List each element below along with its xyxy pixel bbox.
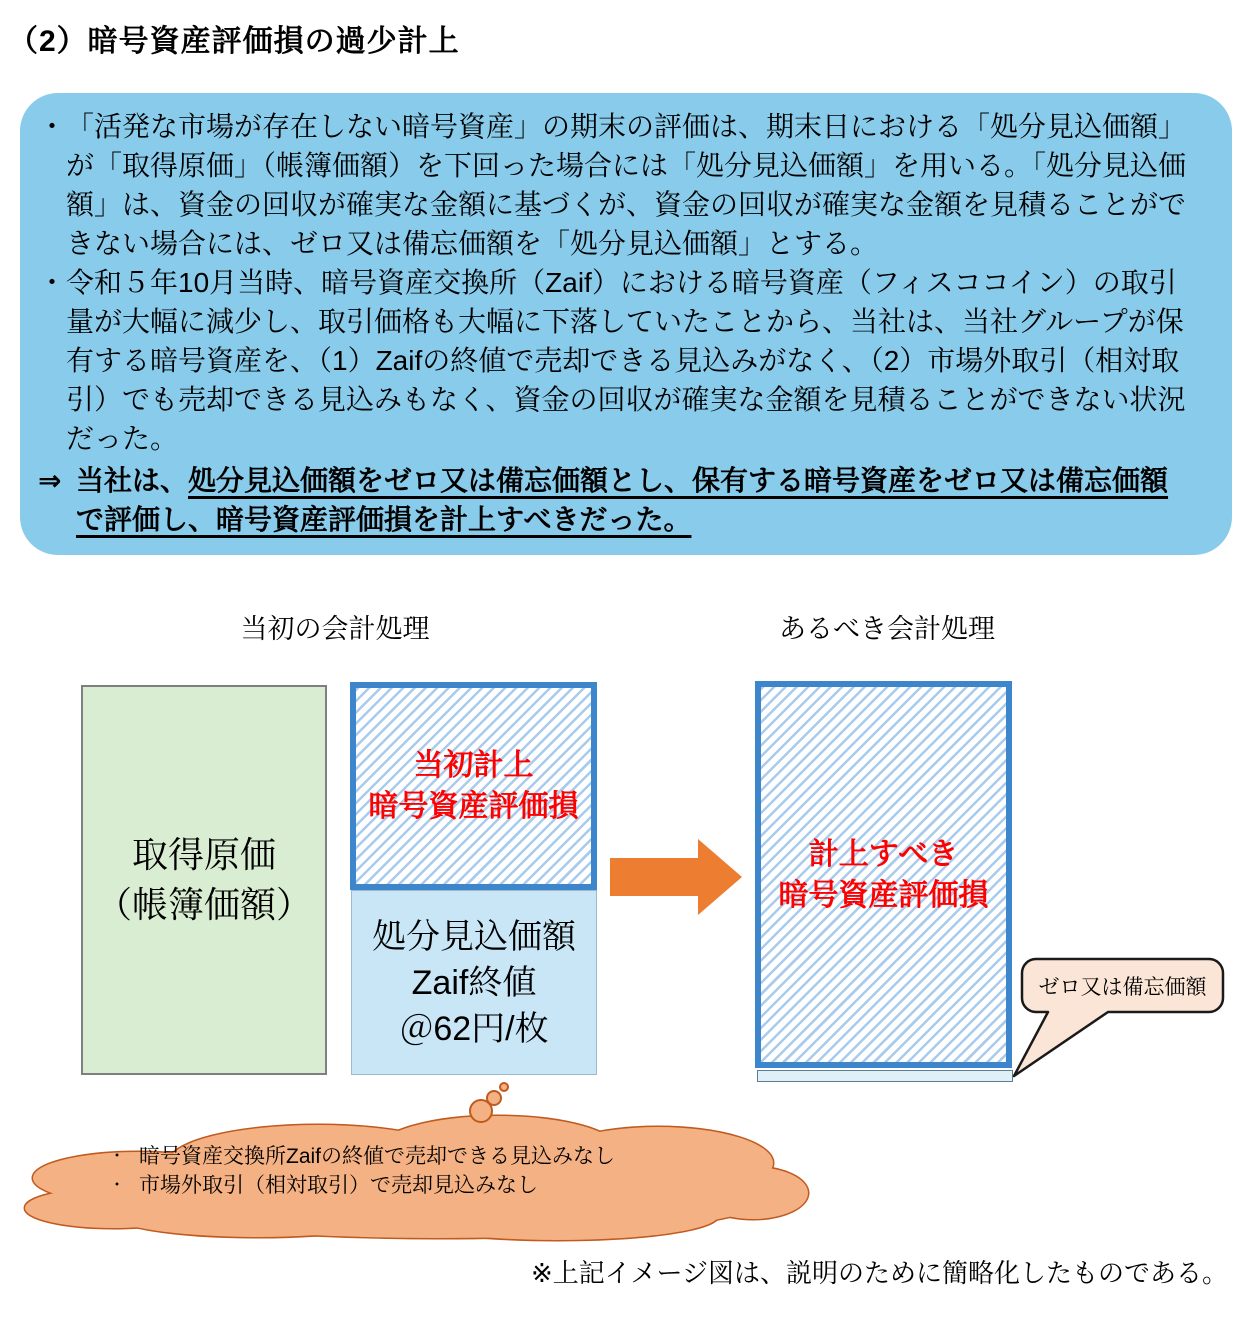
summary-callout-box — [20, 93, 1232, 555]
conclusion-prefix: 当社は、 — [76, 465, 189, 496]
disposal-value-box — [351, 890, 597, 1075]
acquisition-cost-line2: （帳簿価額） — [95, 884, 312, 925]
right-arrow-icon — [610, 839, 742, 915]
thought-circle-small — [499, 1082, 509, 1092]
cloud-bullet-1 — [95, 1142, 735, 1171]
bullet-marker: ・ — [108, 1148, 125, 1165]
correct-loss-box — [755, 681, 1012, 1068]
footnote: ※上記イメージ図は、説明のために簡略化したものである。 — [531, 1258, 1229, 1288]
initial-loss-line2: 暗号資産評価損 — [368, 790, 579, 823]
initial-loss-line1: 当初計上 — [413, 749, 534, 782]
zero-value-strip — [757, 1070, 1013, 1082]
summary-bullet-1 — [38, 107, 1196, 263]
thought-circle-medium — [486, 1090, 502, 1106]
cloud-bullet-2-text: 市場外取引（相対取引）で売却見込みなし — [139, 1174, 538, 1197]
summary-bullet-2-text: 令和５年10月当時、暗号資産交換所（Zaif）における暗号資産（フィスココイン）の取引量が大幅に減少し、取引価格も大幅に下落していたことから、当社は、当社グループが保有する暗号資産を、（1）Zaifの終値で売却できる見込みがなく、（2）市場外取引（相対取引）でも売却できる見込みもなく、資金の回収が確実な金額を見積ることができない状況だった。 — [66, 267, 1186, 454]
disposal-value-line3: ＠62円/枚 — [399, 1009, 549, 1048]
correct-loss-line2: 暗号資産評価損 — [778, 878, 989, 912]
bullet-marker: ・ — [108, 1177, 125, 1194]
disposal-value-line2: Zaif終値 — [411, 963, 537, 1002]
bullet-marker: ・ — [38, 267, 67, 298]
initial-loss-box — [350, 682, 597, 890]
summary-conclusion — [38, 461, 1196, 539]
left-column-header: 当初の会計処理 — [240, 614, 430, 644]
acquisition-cost-box — [81, 685, 327, 1075]
cloud-bullet-1-text: 暗号資産交換所Zaifの終値で売却できる見込みなし — [139, 1145, 616, 1168]
arrow-marker: ⇒ — [38, 465, 62, 496]
disposal-value-line1: 処分見込価額 — [372, 917, 576, 956]
summary-bullet-2 — [38, 263, 1196, 458]
cloud-bullet-2 — [95, 1171, 735, 1200]
bullet-marker: ・ — [38, 111, 67, 142]
summary-conclusion-text — [76, 461, 1196, 539]
conclusion-underlined: 処分見込価額をゼロ又は備忘価額とし、保有する暗号資産をゼロ又は備忘価額で評価し、暗号資産評価損を計上すべきだった。 — [76, 465, 1169, 535]
zero-callout-text: ゼロ又は備忘価額 — [1038, 975, 1207, 999]
page-title: （2）暗号資産評価損の過少計上 — [8, 25, 460, 58]
acquisition-cost-line1: 取得原価 — [131, 834, 276, 875]
cloud-text-block — [95, 1142, 735, 1200]
correct-loss-line1: 計上すべき — [808, 837, 959, 871]
summary-bullet-1-text: 「活発な市場が存在しない暗号資産」の期末の評価は、期末日における「処分見込価額」が「取得原価」（帳簿価額）を下回った場合には「処分見込価額」を用いる。「処分見込価額」は、資金の回収が確実な金額に基づくが、資金の回収が確実な金額を見積ることができない場合には、ゼロ又は備忘価額を「処分見込価額」とする。 — [66, 111, 1187, 259]
right-column-header: あるべき会計処理 — [779, 614, 995, 644]
